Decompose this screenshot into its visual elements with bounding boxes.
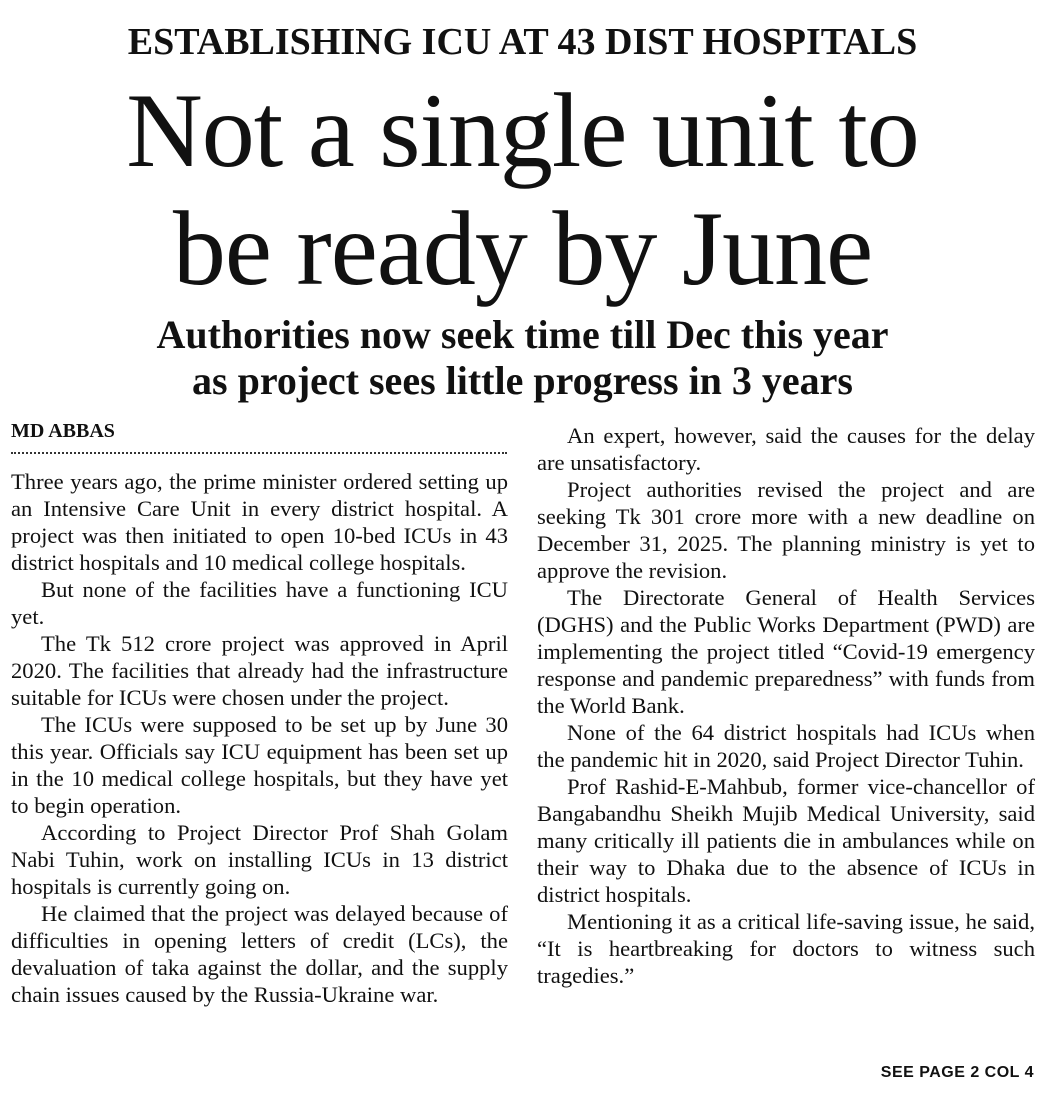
paragraph: Mentioning it as a critical life-saving issue, he said, “It is heartbreaking for doctors to witness such tragedies.”	[537, 909, 1035, 988]
paragraph: The Directorate General of Health Services (DGHS) and the Public Works Department (PWD) are implementing the project titled “Covid-19 emergency response and pandemic preparedness” with funds from the World Bank.	[537, 585, 1035, 718]
headline	[0, 72, 1045, 308]
subheadline-line-2: as project sees little progress in 3 years	[192, 358, 853, 403]
paragraph: Three years ago, the prime minister ordered setting up an Intensive Care Unit in every district hospital. A project was then initiated to open 10-bed ICUs in 43 district hospitals and 10 medical college hospitals.	[11, 469, 508, 575]
paragraph: He claimed that the project was delayed because of difficulties in opening letters of credit (LCs), the devaluation of taka against the dollar, and the supply chain issues caused by the Russia-Ukraine war.	[11, 901, 508, 1007]
paragraph: The Tk 512 crore project was approved in April 2020. The facilities that already had the infrastructure suitable for ICUs were chosen under the project.	[11, 631, 508, 710]
byline-divider	[11, 452, 507, 454]
headline-line-1: Not a single unit to	[126, 72, 919, 189]
subheadline	[0, 312, 1045, 404]
paragraph: According to Project Director Prof Shah Golam Nabi Tuhin, work on installing ICUs in 13 district hospitals is currently going on.	[11, 820, 508, 899]
paragraph: The ICUs were supposed to be set up by June 30 this year. Officials say ICU equipment has been set up in the 10 medical college hospitals, but they have yet to begin operation.	[11, 712, 508, 818]
paragraph: None of the 64 district hospitals had ICUs when the pandemic hit in 2020, said Project Director Tuhin.	[537, 720, 1035, 772]
byline: MD ABBAS	[11, 420, 115, 442]
article-column-2	[537, 422, 1035, 989]
subheadline-line-1: Authorities now seek time till Dec this year	[156, 312, 889, 357]
paragraph: Prof Rashid-E-Mahbub, former vice-chancellor of Bangabandhu Sheikh Mujib Medical University, said many critically ill patients die in ambulances while on their way to Dhaka due to the absence of ICUs in district hospitals.	[537, 774, 1035, 907]
headline-line-2: be ready by June	[172, 190, 873, 307]
article-column-1	[11, 468, 508, 1008]
paragraph: Project authorities revised the project and are seeking Tk 301 crore more with a new deadline on December 31, 2025. The planning ministry is yet to approve the revision.	[537, 477, 1035, 583]
paragraph: But none of the facilities have a functioning ICU yet.	[11, 577, 508, 629]
continuation-note: SEE PAGE 2 COL 4	[880, 1064, 1034, 1081]
paragraph: An expert, however, said the causes for the delay are unsatisfactory.	[537, 423, 1035, 475]
kicker: ESTABLISHING ICU AT 43 DIST HOSPITALS	[127, 21, 918, 63]
